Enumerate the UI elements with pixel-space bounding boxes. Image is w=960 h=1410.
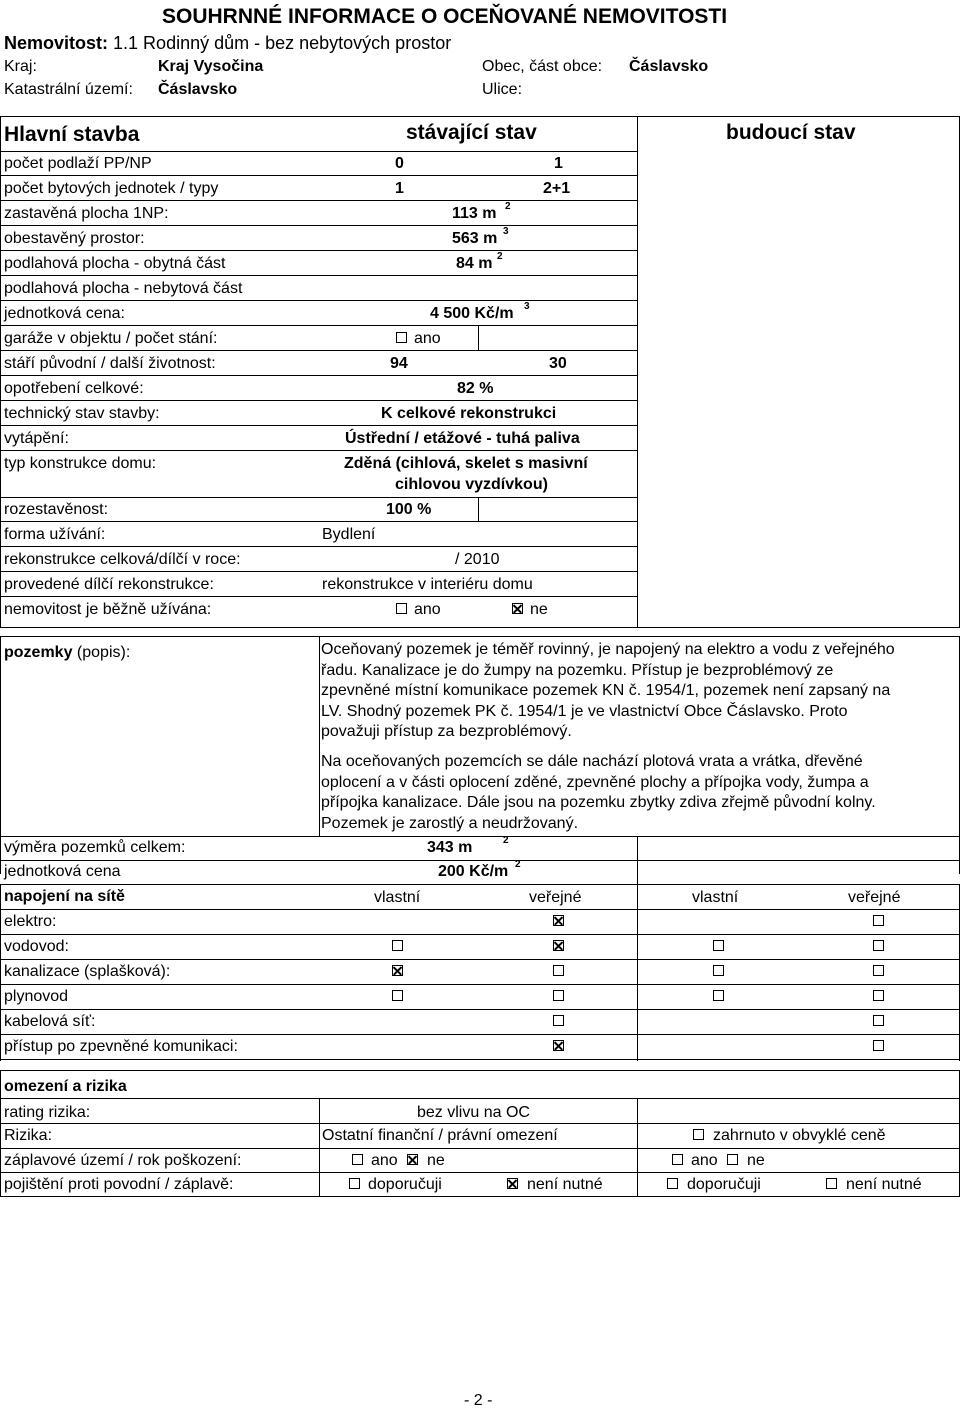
utilities-col-own-current: vlastní (374, 889, 421, 906)
rizika-label: Rizika: (4, 1127, 53, 1144)
volume-label: obestavěný prostor: (4, 230, 145, 247)
main-heading: Hlavní stavba (4, 123, 140, 146)
utility-checkbox[interactable] (553, 940, 564, 951)
insurance-future-not-needed-checkbox[interactable] (826, 1178, 837, 1189)
future-state-heading: budoucí stav (726, 121, 856, 144)
insurance-not-needed-label: není nutné (527, 1176, 603, 1193)
flood-future-no-checkbox[interactable] (727, 1154, 738, 1165)
obec-value: Čáslavsko (629, 58, 709, 75)
utility-row-label: elektro: (4, 913, 57, 930)
in-use-yes-checkbox[interactable] (396, 603, 407, 614)
utility-checkbox[interactable] (713, 940, 724, 951)
floor-nonliving-label: podlahová plocha - nebytová část (4, 280, 243, 297)
utility-checkbox[interactable] (873, 915, 884, 926)
unit-price-label: jednotková cena: (4, 305, 125, 322)
utility-checkbox[interactable] (873, 990, 884, 1001)
rizika-future-checkbox[interactable] (693, 1129, 704, 1140)
utility-checkbox[interactable] (873, 965, 884, 976)
wear-label: opotřebení celkové: (4, 380, 144, 397)
property-value: 1.1 Rodinný dům - bez nebytových prostor (113, 33, 452, 53)
utility-checkbox[interactable] (873, 1040, 884, 1051)
utility-row-label: plynovod (4, 988, 69, 1005)
built-area-value: 113 m (452, 205, 497, 222)
partial-reconstruction-value: rekonstrukce v interiéru domu (322, 576, 533, 593)
age-remaining: 30 (549, 355, 567, 372)
land-area-value: 343 m (427, 839, 473, 856)
partial-reconstruction-label: provedené dílčí rekonstrukce: (4, 576, 214, 593)
flood-no-label: ne (427, 1152, 445, 1169)
insurance-future-recommend-checkbox[interactable] (667, 1178, 678, 1189)
land-p1-line: řadu. Kanalizace je do žumpy na pozemku. Přístup je bezproblémový ze (321, 661, 834, 679)
land-p1-line: LV. Shodný pozemek PK č. 1954/1 je ve vlastnictví Obce Čáslavsko. Proto (321, 702, 848, 720)
land-p1-line: Oceňovaný pozemek je téměř rovinný, je napojený na elektro a vodu z veřejného (321, 641, 895, 658)
land-p1-line: považuji přístup za bezproblémový. (321, 723, 572, 740)
flood-no-checkbox[interactable] (407, 1154, 418, 1165)
land-area-label: výměra pozemků celkem: (4, 839, 186, 856)
floor-living-value: 84 m (456, 255, 493, 272)
completion-label: rozestavěnost: (4, 501, 109, 518)
utility-checkbox[interactable] (553, 1040, 564, 1051)
reconstruction-year-label: rekonstrukce celková/dílčí v roce: (4, 551, 241, 568)
units-label: počet bytových jednotek / typy (4, 180, 219, 197)
current-state-heading: stávající stav (406, 121, 537, 144)
insurance-not-needed-checkbox[interactable] (507, 1178, 518, 1189)
flood-label: záplavové území / rok poškození: (4, 1152, 242, 1169)
page-number: - 2 - (464, 1392, 493, 1409)
rizika-future-label: zahrnuto v obvyklé ceně (713, 1127, 886, 1144)
insurance-recommend-label: doporučuji (368, 1176, 442, 1193)
kraj-label: Kraj: (4, 58, 37, 75)
insurance-label: pojištění proti povodní / záplavě: (4, 1176, 234, 1193)
utility-checkbox[interactable] (553, 915, 564, 926)
utility-checkbox[interactable] (553, 965, 564, 976)
in-use-yes-label: ano (414, 601, 441, 618)
flood-future-yes-label: ano (691, 1152, 718, 1169)
land-p2-line: Na oceňovaných pozemcích se dále nachází plotová vrata a vrátka, dřevěné (321, 753, 863, 770)
use-value: Bydlení (322, 526, 376, 543)
land-price-label: jednotková cena (4, 863, 121, 880)
utility-row-label: kanalizace (splašková): (4, 963, 171, 980)
utility-checkbox[interactable] (873, 1015, 884, 1026)
utility-checkbox[interactable] (553, 990, 564, 1001)
property-label: Nemovitost: (4, 33, 109, 53)
use-label: forma užívání: (4, 526, 106, 543)
flood-yes-label: ano (371, 1152, 398, 1169)
floor-living-unit-exponent: 2 (497, 251, 503, 262)
utilities-heading: napojení na sítě (4, 888, 125, 905)
risks-heading: omezení a rizika (4, 1078, 127, 1095)
rating-value: bez vlivu na OC (417, 1104, 530, 1121)
unit-price-unit-exponent: 3 (524, 301, 530, 312)
floors-label: počet podlaží PP/NP (4, 155, 152, 172)
flood-future-yes-checkbox[interactable] (672, 1154, 683, 1165)
heating-value: Ústřední / etážové - tuhá paliva (345, 430, 580, 447)
flood-yes-checkbox[interactable] (352, 1154, 363, 1165)
utility-checkbox[interactable] (713, 990, 724, 1001)
garage-label: garáže v objektu / počet stání: (4, 330, 218, 347)
land-p1-line: zpevněné místní komunikace pozemek KN č. 1954/1, pozemek není zapsaný na (321, 682, 891, 699)
age-label: stáří původní / další životnost: (4, 355, 216, 372)
units-type: 2+1 (543, 180, 571, 197)
volume-value: 563 m (452, 230, 498, 247)
property-row (4, 34, 451, 52)
condition-value: K celkové rekonstrukci (381, 405, 557, 422)
volume-unit-exponent: 3 (503, 226, 509, 237)
garage-checkbox[interactable] (396, 332, 407, 343)
garage-option: ano (414, 330, 441, 347)
rizika-value: Ostatní finanční / právní omezení (322, 1127, 558, 1144)
land-p2-line: oplocení a v části oplocení zděné, zpevněné plochy a přípojka vody, žumpa a (321, 773, 869, 791)
in-use-no-label: ne (530, 601, 548, 618)
land-description-1 (321, 640, 957, 743)
construction-value-line1: Zděná (cihlová, skelet s masivní (344, 455, 588, 472)
utilities-col-public-current: veřejné (529, 889, 582, 906)
units-count: 1 (395, 180, 404, 197)
utility-row-label: kabelová síť: (4, 1013, 96, 1030)
land-label-bold: pozemky (4, 644, 73, 661)
utility-checkbox[interactable] (392, 940, 403, 951)
condition-label: technický stav stavby: (4, 405, 160, 422)
utilities-col-own-future: vlastní (692, 889, 739, 906)
utility-checkbox[interactable] (392, 965, 403, 976)
built-area-label: zastavěná plocha 1NP: (4, 205, 169, 222)
insurance-future-not-needed-label: není nutné (846, 1176, 922, 1193)
utility-checkbox[interactable] (873, 940, 884, 951)
reconstruction-year-value: / 2010 (455, 551, 500, 568)
obec-label: Obec, část obce: (482, 58, 603, 75)
heating-label: vytápění: (4, 430, 69, 447)
land-p2-line: Pozemek je zarostlý a neudržovaný. (321, 814, 579, 832)
floors-np: 1 (554, 155, 563, 172)
land-p2-line: přípojka kanalizace. Dále jsou na pozemku zbytky zdiva zřejmě původní kolny. (321, 794, 876, 811)
completion-value: 100 % (386, 501, 432, 518)
unit-price-value: 4 500 Kč/m (430, 305, 514, 322)
ulice-label: Ulice: (482, 81, 523, 98)
land-price-value: 200 Kč/m (438, 863, 509, 880)
land-label (4, 645, 130, 661)
age-original: 94 (390, 355, 408, 372)
construction-label: typ konstrukce domu: (4, 455, 157, 472)
land-area-unit-exponent: 2 (503, 835, 509, 846)
in-use-no-checkbox[interactable] (512, 603, 523, 614)
land-price-unit-exponent: 2 (515, 859, 521, 870)
utilities-col-public-future: veřejné (848, 889, 901, 906)
katastr-label: Katastrální území: (4, 81, 133, 98)
utility-checkbox[interactable] (553, 1015, 564, 1026)
utility-checkbox[interactable] (392, 990, 403, 1001)
in-use-label: nemovitost je běžně užívána: (4, 601, 212, 618)
utility-checkbox[interactable] (713, 965, 724, 976)
built-area-unit-exponent: 2 (505, 201, 511, 212)
rating-label: rating rizika: (4, 1104, 91, 1121)
floor-living-label: podlahová plocha - obytná část (4, 255, 226, 272)
insurance-recommend-checkbox[interactable] (349, 1178, 360, 1189)
katastr-value: Čáslavsko (158, 81, 238, 98)
construction-value-line2: cihlovou vyzdívkou) (395, 476, 548, 493)
utility-row-label: přístup po zpevněné komunikaci: (4, 1038, 238, 1055)
floors-pp: 0 (395, 155, 404, 172)
page-title: SOUHRNNÉ INFORMACE O OCEŇOVANÉ NEMOVITOSTI (162, 5, 728, 28)
flood-future-no-label: ne (747, 1152, 765, 1169)
wear-value: 82 % (457, 380, 494, 397)
insurance-future-recommend-label: doporučuji (687, 1176, 761, 1193)
land-description-2 (321, 752, 957, 834)
utility-row-label: vodovod: (4, 938, 69, 955)
kraj-value: Kraj Vysočina (158, 58, 264, 75)
land-label-rest: (popis): (72, 644, 131, 661)
